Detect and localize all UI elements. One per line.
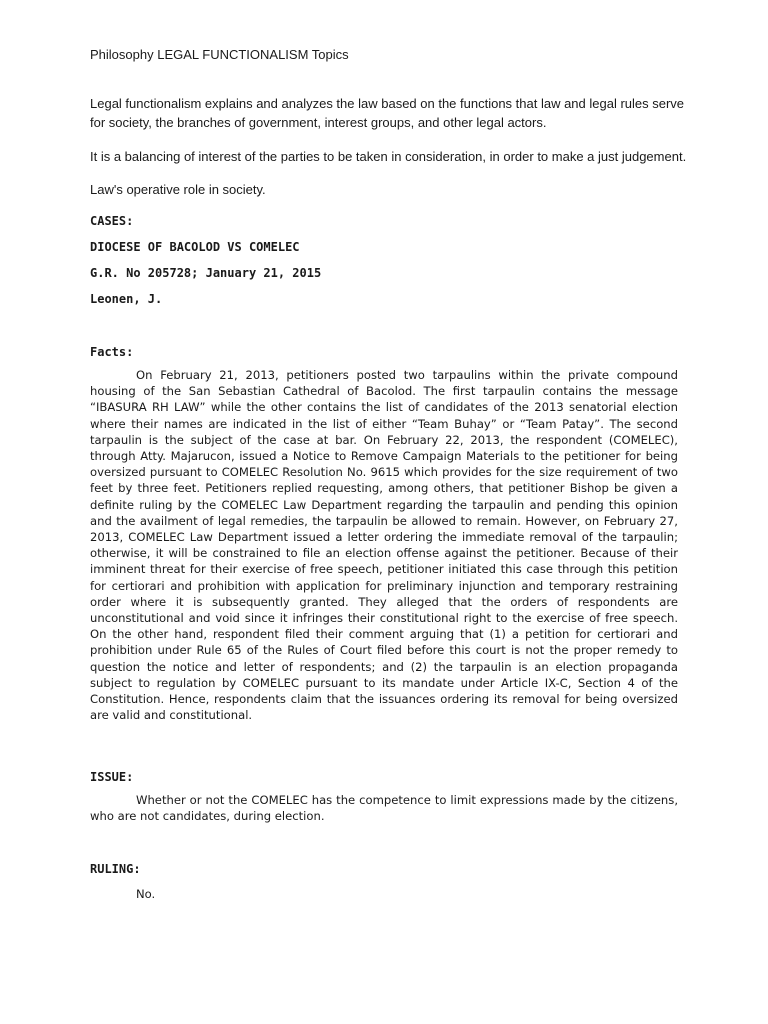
page-title: Philosophy LEGAL FUNCTIONALISM Topics bbox=[90, 47, 349, 62]
case-ponente: Leonen, J. bbox=[90, 292, 163, 306]
intro-paragraph-balancing: It is a balancing of interest of the parties to be taken in consideration, in order to make a just judgement. bbox=[90, 149, 687, 164]
intro-paragraph-role: Law's operative role in society. bbox=[90, 182, 266, 197]
issue-body: Whether or not the COMELEC has the competence to limit expressions made by the citizens, who are not candidates, during election. bbox=[90, 793, 678, 824]
ruling-heading: RULING: bbox=[90, 862, 141, 876]
cases-label: CASES: bbox=[90, 214, 134, 228]
facts-heading: Facts: bbox=[90, 345, 134, 359]
ruling-body: No. bbox=[136, 887, 156, 901]
case-title: DIOCESE OF BACOLOD VS COMELEC bbox=[90, 240, 300, 254]
intro-paragraph-definition: Legal functionalism explains and analyzes the law based on the functions that law and legal rules serve for society, the branches of government, interest groups, and other legal actors. bbox=[90, 96, 685, 130]
issue-heading: ISSUE: bbox=[90, 770, 134, 784]
facts-body: On February 21, 2013, petitioners posted two tarpaulins within the private compound housing of the San Sebastian Cathedral of Bacolod. The first tarpaulin contains the message “IBASURA RH LAW” while the other contains the list of candidates of the 2013 senatorial election where their names are indicated in the list of either “Team Buhay” or “Team Patay”. The second tarpaulin is the subject of the case at bar. On February 22, 2013, the respondent (COMELEC), through Atty. Majarucon, issued a Notice to Remove Campaign Materials to the petitioner for being oversized pursuant to COMELEC Resolution No. 9615 which provides for the size requirement of two feet by three feet. Petitioners replied requesting, among others, that petitioner Bishop be given a definite ruling by the COMELEC Law Department regarding the tarpaulin and pending this opinion and the availment of legal remedies, the tarpaulin be allowed to remain. However, on February 27, 2013, COMELEC Law Department issued a letter ordering the immediate removal of the tarpaulin; otherwise, it will be constrained to file an election offense against the petitioner. Because of their imminent threat for their exercise of free speech, petitioner initiated this case through this petition for certiorari and prohibition with application for preliminary injunction and temporary restraining order where it is subsequently granted. They alleged that the orders of respondents are unconstitutional and void since it infringes their constitutional right to the exercise of free speech. On the other hand, respondent filed their comment arguing that (1) a petition for certiorari and prohibition under Rule 65 of the Rules of Court filed before this court is not the proper remedy to question the notice and letter of respondents; and (2) the tarpaulin is an election propaganda subject to regulation by COMELEC pursuant to its mandate under Article IX-C, Section 4 of the Constitution. Hence, respondents claim that the issuances ordering its removal for being oversized are valid and constitutional. bbox=[90, 368, 678, 723]
case-number: G.R. No 205728; January 21, 2015 bbox=[90, 266, 322, 280]
